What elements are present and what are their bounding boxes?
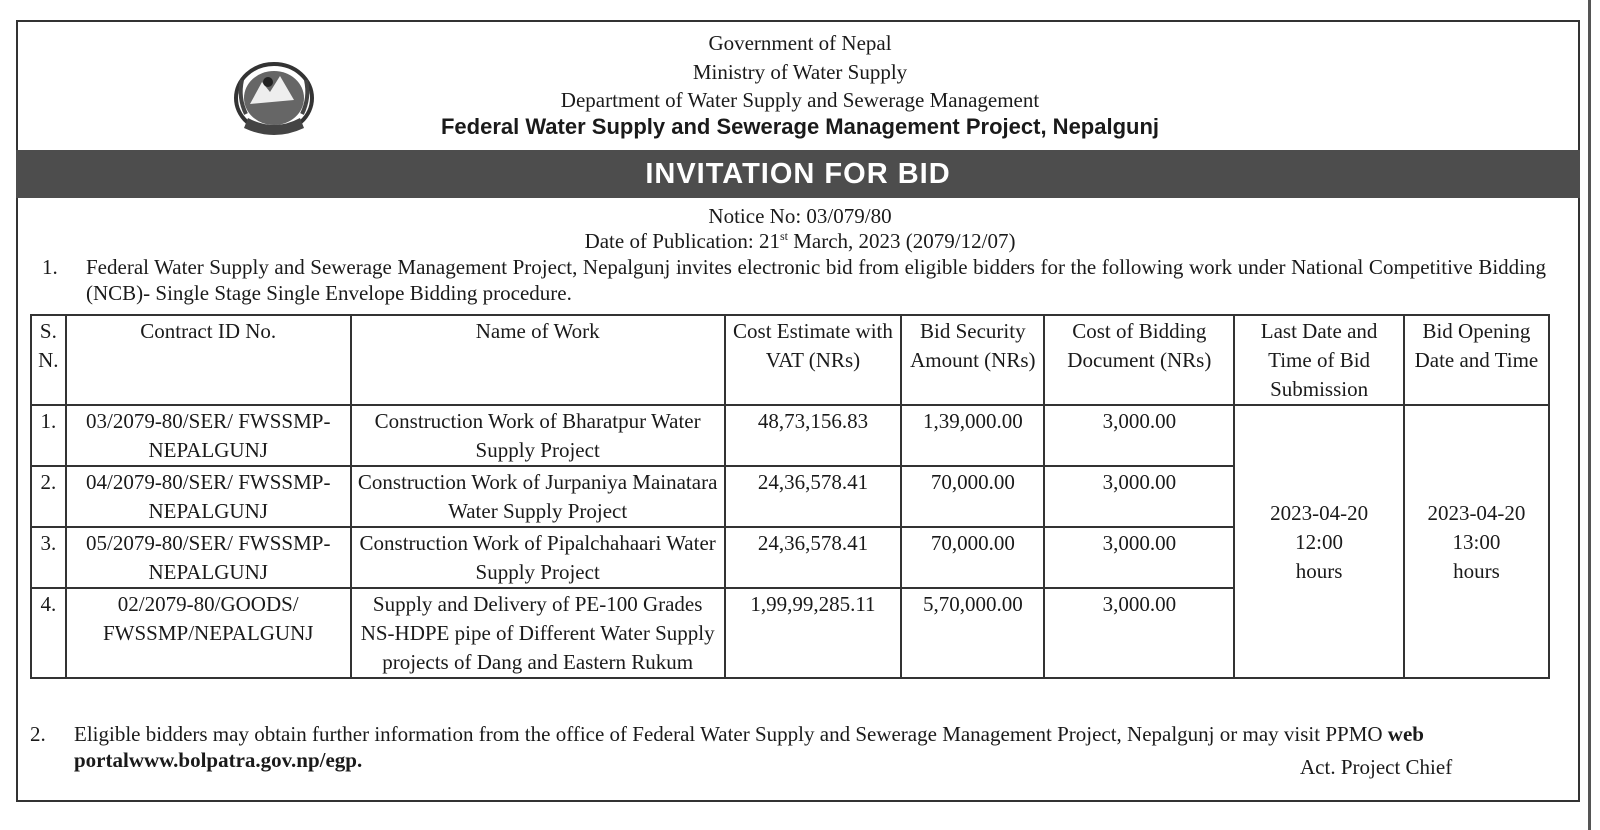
nepal-emblem-icon (228, 56, 320, 144)
row-cost-estimate: 24,36,578.41 (725, 466, 902, 527)
row-cost-estimate: 1,99,99,285.11 (725, 588, 902, 678)
row-sn: 4. (31, 588, 66, 678)
signature: Act. Project Chief (1300, 755, 1453, 779)
header-government: Government of Nepal (708, 31, 892, 55)
header-opening-date: Bid Opening Date and Time (1404, 315, 1549, 405)
header-contract-id: Contract ID No. (66, 315, 351, 405)
row-cost-estimate: 48,73,156.83 (725, 405, 902, 466)
table-row (31, 405, 1549, 466)
page-edge-line (1588, 0, 1591, 830)
row-name-of-work: Supply and Delivery of PE-100 Grades NS-HDPE pipe of Different Water Supply projects of Dang and Eastern Rukum (351, 588, 725, 678)
row-sn: 3. (31, 527, 66, 588)
row-name-of-work: Construction Work of Bharatpur Water Supply Project (351, 405, 725, 466)
open-date: 2023-04-20 (1427, 500, 1526, 525)
ppmo-portal-link: web portalwww.bolpatra.gov.np/egp. (74, 722, 1424, 772)
para1-text: Federal Water Supply and Sewerage Management Project, Nepalgunj invites electronic bid from eligible bidders for the following work under National Competitive Bidding (NCB)- Single Stage Single Envelope Bidding procedure. (86, 255, 1546, 305)
last-unit: hours (1295, 558, 1343, 583)
para2-text: Eligible bidders may obtain further information from the office of Federal Water Supply and Sewerage Management Project, Nepalgunj or may visit PPMO web portalwww.bolpatra.gov.np/egp. (74, 722, 1424, 772)
header-ministry: Ministry of Water Supply (692, 60, 908, 84)
last-submission-cell (1234, 405, 1404, 678)
bid-opening-cell (1404, 405, 1549, 678)
open-unit: hours (1453, 558, 1500, 583)
row-contract-id: 04/2079-80/SER/ FWSSMP-NEPALGUNJ (66, 466, 351, 527)
header-project: Federal Water Supply and Sewerage Management Project, Nepalgunj (440, 114, 1160, 139)
row-document-cost: 3,000.00 (1044, 466, 1234, 527)
row-contract-id: 03/2079-80/SER/ FWSSMP-NEPALGUNJ (66, 405, 351, 466)
header-name-of-work: Name of Work (351, 315, 725, 405)
row-sn: 2. (31, 466, 66, 527)
row-document-cost: 3,000.00 (1044, 588, 1234, 678)
header-last-date: Last Date and Time of Bid Submission (1234, 315, 1404, 405)
row-bid-security: 1,39,000.00 (901, 405, 1044, 466)
row-document-cost: 3,000.00 (1044, 527, 1234, 588)
para1-number: 1. (42, 255, 58, 279)
bid-table (30, 314, 1550, 679)
notice-number: Notice No: 03/079/80 (708, 204, 892, 228)
row-name-of-work: Construction Work of Jurpaniya Mainatara Water Supply Project (351, 466, 725, 527)
row-name-of-work: Construction Work of Pipalchahaari Water Supply Project (351, 527, 725, 588)
row-document-cost: 3,000.00 (1044, 405, 1234, 466)
row-sn: 1. (31, 405, 66, 466)
header-sn: S. N. (31, 315, 66, 405)
invitation-banner: INVITATION FOR BID (16, 150, 1580, 198)
row-cost-estimate: 24,36,578.41 (725, 527, 902, 588)
header-bid-security: Bid Security Amount (NRs) (901, 315, 1044, 405)
row-bid-security: 70,000.00 (901, 466, 1044, 527)
header-document-cost: Cost of Bidding Document (NRs) (1044, 315, 1234, 405)
open-time: 13:00 (1452, 529, 1501, 554)
row-bid-security: 5,70,000.00 (901, 588, 1044, 678)
row-contract-id: 05/2079-80/SER/ FWSSMP-NEPALGUNJ (66, 527, 351, 588)
last-time: 12:00 (1295, 529, 1344, 554)
row-bid-security: 70,000.00 (901, 527, 1044, 588)
row-contract-id: 02/2079-80/GOODS/ FWSSMP/NEPALGUNJ (66, 588, 351, 678)
header-cost-estimate: Cost Estimate with VAT (NRs) (725, 315, 902, 405)
publication-date: Date of Publication: 21st March, 2023 (2079/12/07) (584, 229, 1016, 253)
para2-number: 2. (30, 722, 46, 746)
table-header-row (31, 315, 1549, 405)
last-date: 2023-04-20 (1270, 500, 1369, 525)
header-department: Department of Water Supply and Sewerage Management (560, 88, 1040, 112)
